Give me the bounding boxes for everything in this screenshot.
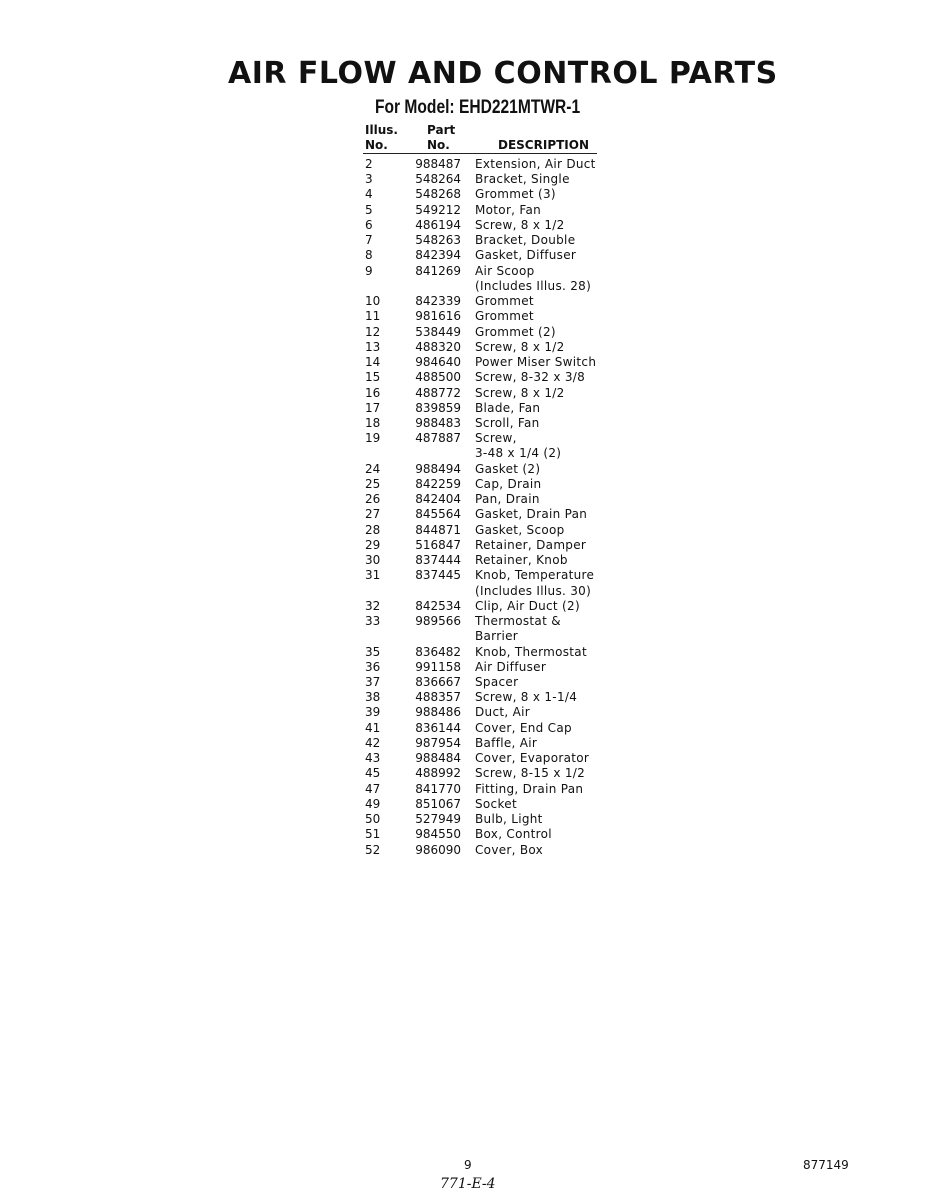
- part-number: 845564: [415, 507, 461, 522]
- part-number: 988486: [415, 705, 461, 720]
- table-row: [0, 827, 952, 842]
- part-number: 988494: [415, 461, 461, 476]
- part-description: Screw,: [475, 431, 517, 446]
- part-number: 842259: [415, 476, 461, 491]
- part-number: 841770: [415, 781, 461, 796]
- table-row: [0, 766, 952, 781]
- part-description: Screw, 8 x 1-1/4: [475, 690, 578, 705]
- illus-number: 9: [365, 263, 373, 278]
- part-description: Cap, Drain: [475, 476, 542, 491]
- part-description: Extension, Air Duct: [475, 157, 596, 171]
- part-description: Cover, Box: [475, 842, 544, 857]
- illus-number: 43: [365, 751, 381, 766]
- table-row: [0, 340, 952, 355]
- part-description: Air Scoop: [475, 263, 535, 278]
- part-description: Gasket, Drain Pan: [475, 507, 588, 522]
- part-description: Baffle, Air: [475, 735, 538, 750]
- part-number: 837444: [415, 553, 461, 568]
- table-row-continuation: [0, 584, 952, 599]
- illus-number: 49: [365, 796, 381, 811]
- table-row: [0, 523, 952, 538]
- table-row: [0, 614, 952, 629]
- illus-number: 52: [365, 842, 381, 857]
- page-title: AIR FLOW AND CONTROL PARTS: [228, 56, 778, 91]
- part-number: 488772: [415, 385, 461, 400]
- part-number: 842404: [415, 492, 461, 507]
- table-row: [0, 782, 952, 797]
- part-number: 488320: [415, 339, 461, 354]
- illus-number: 4: [365, 187, 373, 202]
- illus-number: 3: [365, 172, 373, 187]
- part-number: 986090: [415, 842, 461, 857]
- part-number: 842534: [415, 598, 461, 613]
- part-description: Motor, Fan: [475, 202, 542, 217]
- header-rule: [363, 153, 597, 154]
- document-code: 877149: [803, 1158, 849, 1172]
- part-number: 991158: [415, 659, 461, 674]
- part-number: 488992: [415, 766, 461, 781]
- table-row: [0, 721, 952, 736]
- part-number: 538449: [415, 324, 461, 339]
- part-number: 981616: [415, 309, 461, 324]
- part-description: Spacer: [475, 674, 519, 689]
- table-row: [0, 675, 952, 690]
- part-description: (Includes Illus. 30): [475, 583, 592, 598]
- illus-number: 6: [365, 217, 373, 232]
- model-subtitle: For Model: EHD221MTWR-1: [375, 97, 581, 118]
- part-description: Knob, Temperature: [475, 568, 595, 583]
- table-row: [0, 690, 952, 705]
- part-description: Cover, End Cap: [475, 720, 572, 735]
- table-row: [0, 492, 952, 507]
- illus-number: 17: [365, 400, 381, 415]
- part-number: 851067: [415, 796, 461, 811]
- table-row: [0, 599, 952, 614]
- table-row: [0, 401, 952, 416]
- part-description: Clip, Air Duct (2): [475, 598, 580, 613]
- table-row: [0, 294, 952, 309]
- part-number: 988484: [415, 751, 461, 766]
- illus-number: 2: [365, 157, 373, 171]
- table-row: [0, 660, 952, 675]
- illus-number: 10: [365, 294, 381, 309]
- table-row: [0, 477, 952, 492]
- table-row: [0, 736, 952, 751]
- part-description: Gasket, Diffuser: [475, 248, 577, 263]
- table-row-continuation: [0, 446, 952, 461]
- table-row: [0, 203, 952, 218]
- part-number: 549212: [415, 202, 461, 217]
- table-row: [0, 751, 952, 766]
- part-number: 488357: [415, 690, 461, 705]
- part-description: Screw, 8 x 1/2: [475, 217, 565, 232]
- part-description: Pan, Drain: [475, 492, 540, 507]
- illus-number: 12: [365, 324, 381, 339]
- part-description: Bulb, Light: [475, 812, 543, 827]
- illus-number: 13: [365, 339, 381, 354]
- illus-number: 50: [365, 812, 381, 827]
- illus-number: 19: [365, 431, 381, 446]
- illus-number: 41: [365, 720, 381, 735]
- part-description: Gasket, Scoop: [475, 522, 565, 537]
- illus-number: 7: [365, 233, 373, 248]
- part-description: Scroll, Fan: [475, 415, 540, 430]
- part-description: Fitting, Drain Pan: [475, 781, 584, 796]
- part-number: 487887: [415, 431, 461, 446]
- part-description: Screw, 8-32 x 3/8: [475, 370, 586, 385]
- part-number: 488500: [415, 370, 461, 385]
- illus-number: 38: [365, 690, 381, 705]
- table-row: [0, 568, 952, 583]
- part-number: 844871: [415, 522, 461, 537]
- part-description: Screw, 8 x 1/2: [475, 339, 565, 354]
- illus-number: 18: [365, 415, 381, 430]
- part-number: 841269: [415, 263, 461, 278]
- page-number: 9: [464, 1158, 472, 1172]
- illus-number: 27: [365, 507, 381, 522]
- table-row: [0, 812, 952, 827]
- part-number: 837445: [415, 568, 461, 583]
- part-description: Grommet (2): [475, 324, 556, 339]
- table-row-continuation: [0, 279, 952, 294]
- illus-number: 16: [365, 385, 381, 400]
- part-number: 548268: [415, 187, 461, 202]
- part-description: Blade, Fan: [475, 400, 541, 415]
- part-number: 836144: [415, 720, 461, 735]
- illus-number: 8: [365, 248, 373, 263]
- illus-number: 39: [365, 705, 381, 720]
- illus-number: 33: [365, 614, 381, 629]
- parts-table: [0, 157, 952, 858]
- table-row: [0, 705, 952, 720]
- part-description: Box, Control: [475, 827, 552, 842]
- part-number: 842339: [415, 294, 461, 309]
- table-row: [0, 843, 952, 858]
- table-row: [0, 538, 952, 553]
- table-row: [0, 233, 952, 248]
- part-description: Power Miser Switch: [475, 355, 597, 370]
- table-row: [0, 507, 952, 522]
- illus-number: 47: [365, 781, 381, 796]
- illus-number: 30: [365, 553, 381, 568]
- part-description: Bracket, Single: [475, 172, 570, 187]
- part-number: 548263: [415, 233, 461, 248]
- part-number: 984550: [415, 827, 461, 842]
- illus-number: 26: [365, 492, 381, 507]
- table-row: [0, 157, 952, 172]
- illus-number: 45: [365, 766, 381, 781]
- table-row: [0, 431, 952, 446]
- table-row: [0, 355, 952, 370]
- table-row: [0, 386, 952, 401]
- part-number: 839859: [415, 400, 461, 415]
- illus-number: 51: [365, 827, 381, 842]
- part-number: 548264: [415, 172, 461, 187]
- header-illus-line2: No.: [365, 138, 388, 152]
- part-number: 988483: [415, 415, 461, 430]
- part-description: Screw, 8-15 x 1/2: [475, 766, 586, 781]
- part-description: Screw, 8 x 1/2: [475, 385, 565, 400]
- part-description: Air Diffuser: [475, 659, 547, 674]
- part-number: 516847: [415, 537, 461, 552]
- illus-number: 37: [365, 674, 381, 689]
- part-description: (Includes Illus. 28): [475, 278, 592, 293]
- handwritten-note: 771-E-4: [440, 1176, 496, 1192]
- table-row: [0, 325, 952, 340]
- part-description: Thermostat &: [475, 614, 561, 629]
- table-row: [0, 645, 952, 660]
- table-row: [0, 309, 952, 324]
- part-description: Duct, Air: [475, 705, 530, 720]
- part-number: 987954: [415, 735, 461, 750]
- part-description: Grommet: [475, 294, 534, 309]
- table-row: [0, 248, 952, 263]
- part-number: 842394: [415, 248, 461, 263]
- illus-number: 36: [365, 659, 381, 674]
- part-description: Cover, Evaporator: [475, 751, 590, 766]
- part-description: Grommet (3): [475, 187, 556, 202]
- illus-number: 15: [365, 370, 381, 385]
- part-number: 836667: [415, 674, 461, 689]
- illus-number: 24: [365, 461, 381, 476]
- header-description: DESCRIPTION: [498, 138, 590, 152]
- illus-number: 25: [365, 476, 381, 491]
- table-row: [0, 172, 952, 187]
- part-number: 988487: [415, 157, 461, 171]
- illus-number: 5: [365, 202, 373, 217]
- part-description: 3-48 x 1/4 (2): [475, 446, 562, 461]
- table-row-continuation: [0, 629, 952, 644]
- part-number: 527949: [415, 812, 461, 827]
- part-number: 836482: [415, 644, 461, 659]
- part-number: 984640: [415, 355, 461, 370]
- illus-number: 11: [365, 309, 381, 324]
- illus-number: 31: [365, 568, 381, 583]
- table-row: [0, 264, 952, 279]
- illus-number: 32: [365, 598, 381, 613]
- illus-number: 42: [365, 735, 381, 750]
- part-description: Retainer, Damper: [475, 537, 587, 552]
- part-number: 486194: [415, 217, 461, 232]
- illus-number: 35: [365, 644, 381, 659]
- table-row: [0, 416, 952, 431]
- table-row: [0, 797, 952, 812]
- part-description: Retainer, Knob: [475, 553, 568, 568]
- part-number: 989566: [415, 614, 461, 629]
- illus-number: 28: [365, 522, 381, 537]
- table-row: [0, 462, 952, 477]
- part-description: Barrier: [475, 629, 518, 644]
- table-row: [0, 218, 952, 233]
- illus-number: 29: [365, 537, 381, 552]
- part-description: Grommet: [475, 309, 534, 324]
- header-part-line1: Part: [427, 123, 456, 137]
- part-description: Bracket, Double: [475, 233, 576, 248]
- part-description: Socket: [475, 796, 517, 811]
- header-illus-line1: Illus.: [365, 123, 398, 137]
- table-row: [0, 553, 952, 568]
- illus-number: 14: [365, 355, 381, 370]
- header-part-line2: No.: [427, 138, 450, 152]
- table-row: [0, 370, 952, 385]
- table-row: [0, 187, 952, 202]
- part-description: Gasket (2): [475, 461, 541, 476]
- part-description: Knob, Thermostat: [475, 644, 587, 659]
